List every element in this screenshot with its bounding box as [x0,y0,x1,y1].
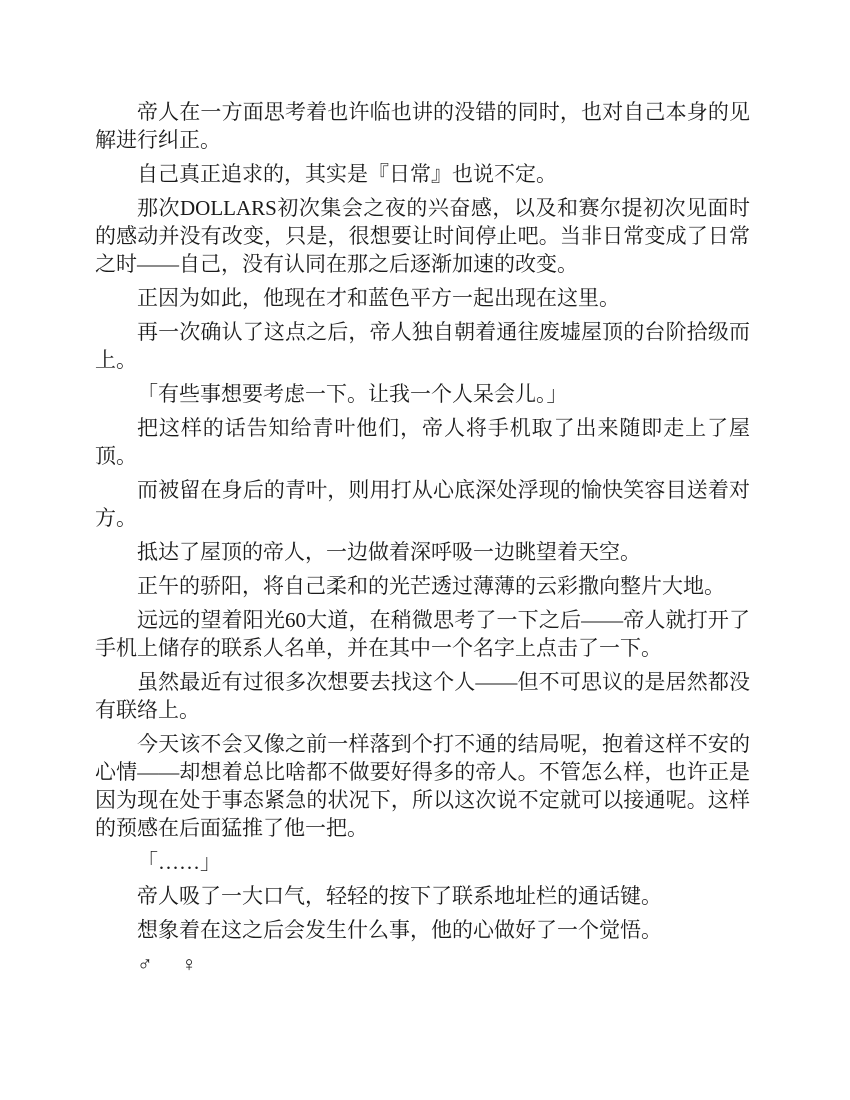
paragraph: 正因为如此，他现在才和蓝色平方一起出现在这里。 [137,286,620,310]
paragraph: 抵达了屋顶的帝人，一边做着深呼吸一边眺望着天空。 [137,540,641,564]
paragraph: 帝人在一方面思考着也许临也讲的没错的同时，也对自己本身的见解进行纠正。 [95,100,750,152]
paragraph: 「……」 [137,850,221,874]
paragraph: 「有些事想要考虑一下。让我一个人呆会儿。」 [137,382,568,406]
paragraph: 帝人吸了一大口气，轻轻的按下了联系地址栏的通话键。 [137,884,662,908]
paragraph: 把这样的话告知给青叶他们，帝人将手机取了出来随即走上了屋顶。 [95,416,750,468]
paragraph: 自己真正追求的，其实是『日常』也说不定。 [137,162,557,186]
text-block [95,98,750,944]
paragraph: 虽然最近有过很多次想要去找这个人——但不可思议的是居然都没有联络上。 [95,670,750,722]
paragraph: 而被留在身后的青叶，则用打从心底深处浮现的愉快笑容目送着对方。 [95,478,750,530]
paragraph: 正午的骄阳，将自己柔和的光芒透过薄薄的云彩撒向整片大地。 [137,574,725,598]
paragraph: 远远的望着阳光60大道，在稍微思考了一下之后——帝人就打开了手机上储存的联系人名单，并在其中一个名字上点击了一下。 [95,608,750,660]
paragraph: 再一次确认了这点之后，帝人独自朝着通往废墟屋顶的台阶拾级而上。 [95,320,750,372]
paragraph: 想象着在这之后会发生什么事，他的心做好了一个觉悟。 [137,918,662,942]
paragraph: 那次DOLLARS初次集会之夜的兴奋感，以及和赛尔提初次见面时的感动并没有改变，只是，很想要让时间停止吧。当非日常变成了日常之时——自己，没有认同在那之后逐渐加速的改变。 [95,196,750,276]
paragraph: 今天该不会又像之前一样落到个打不通的结局呢，抱着这样不安的心情——却想着总比啥都不做要好得多的帝人。不管怎么样，也许正是因为现在处于事态紧急的状况下，所以这次说不定就可以接通呢。这样的预感在后面猛推了他一把。 [95,732,750,840]
scene-separator-symbols: ♂ ♀ [137,952,197,976]
